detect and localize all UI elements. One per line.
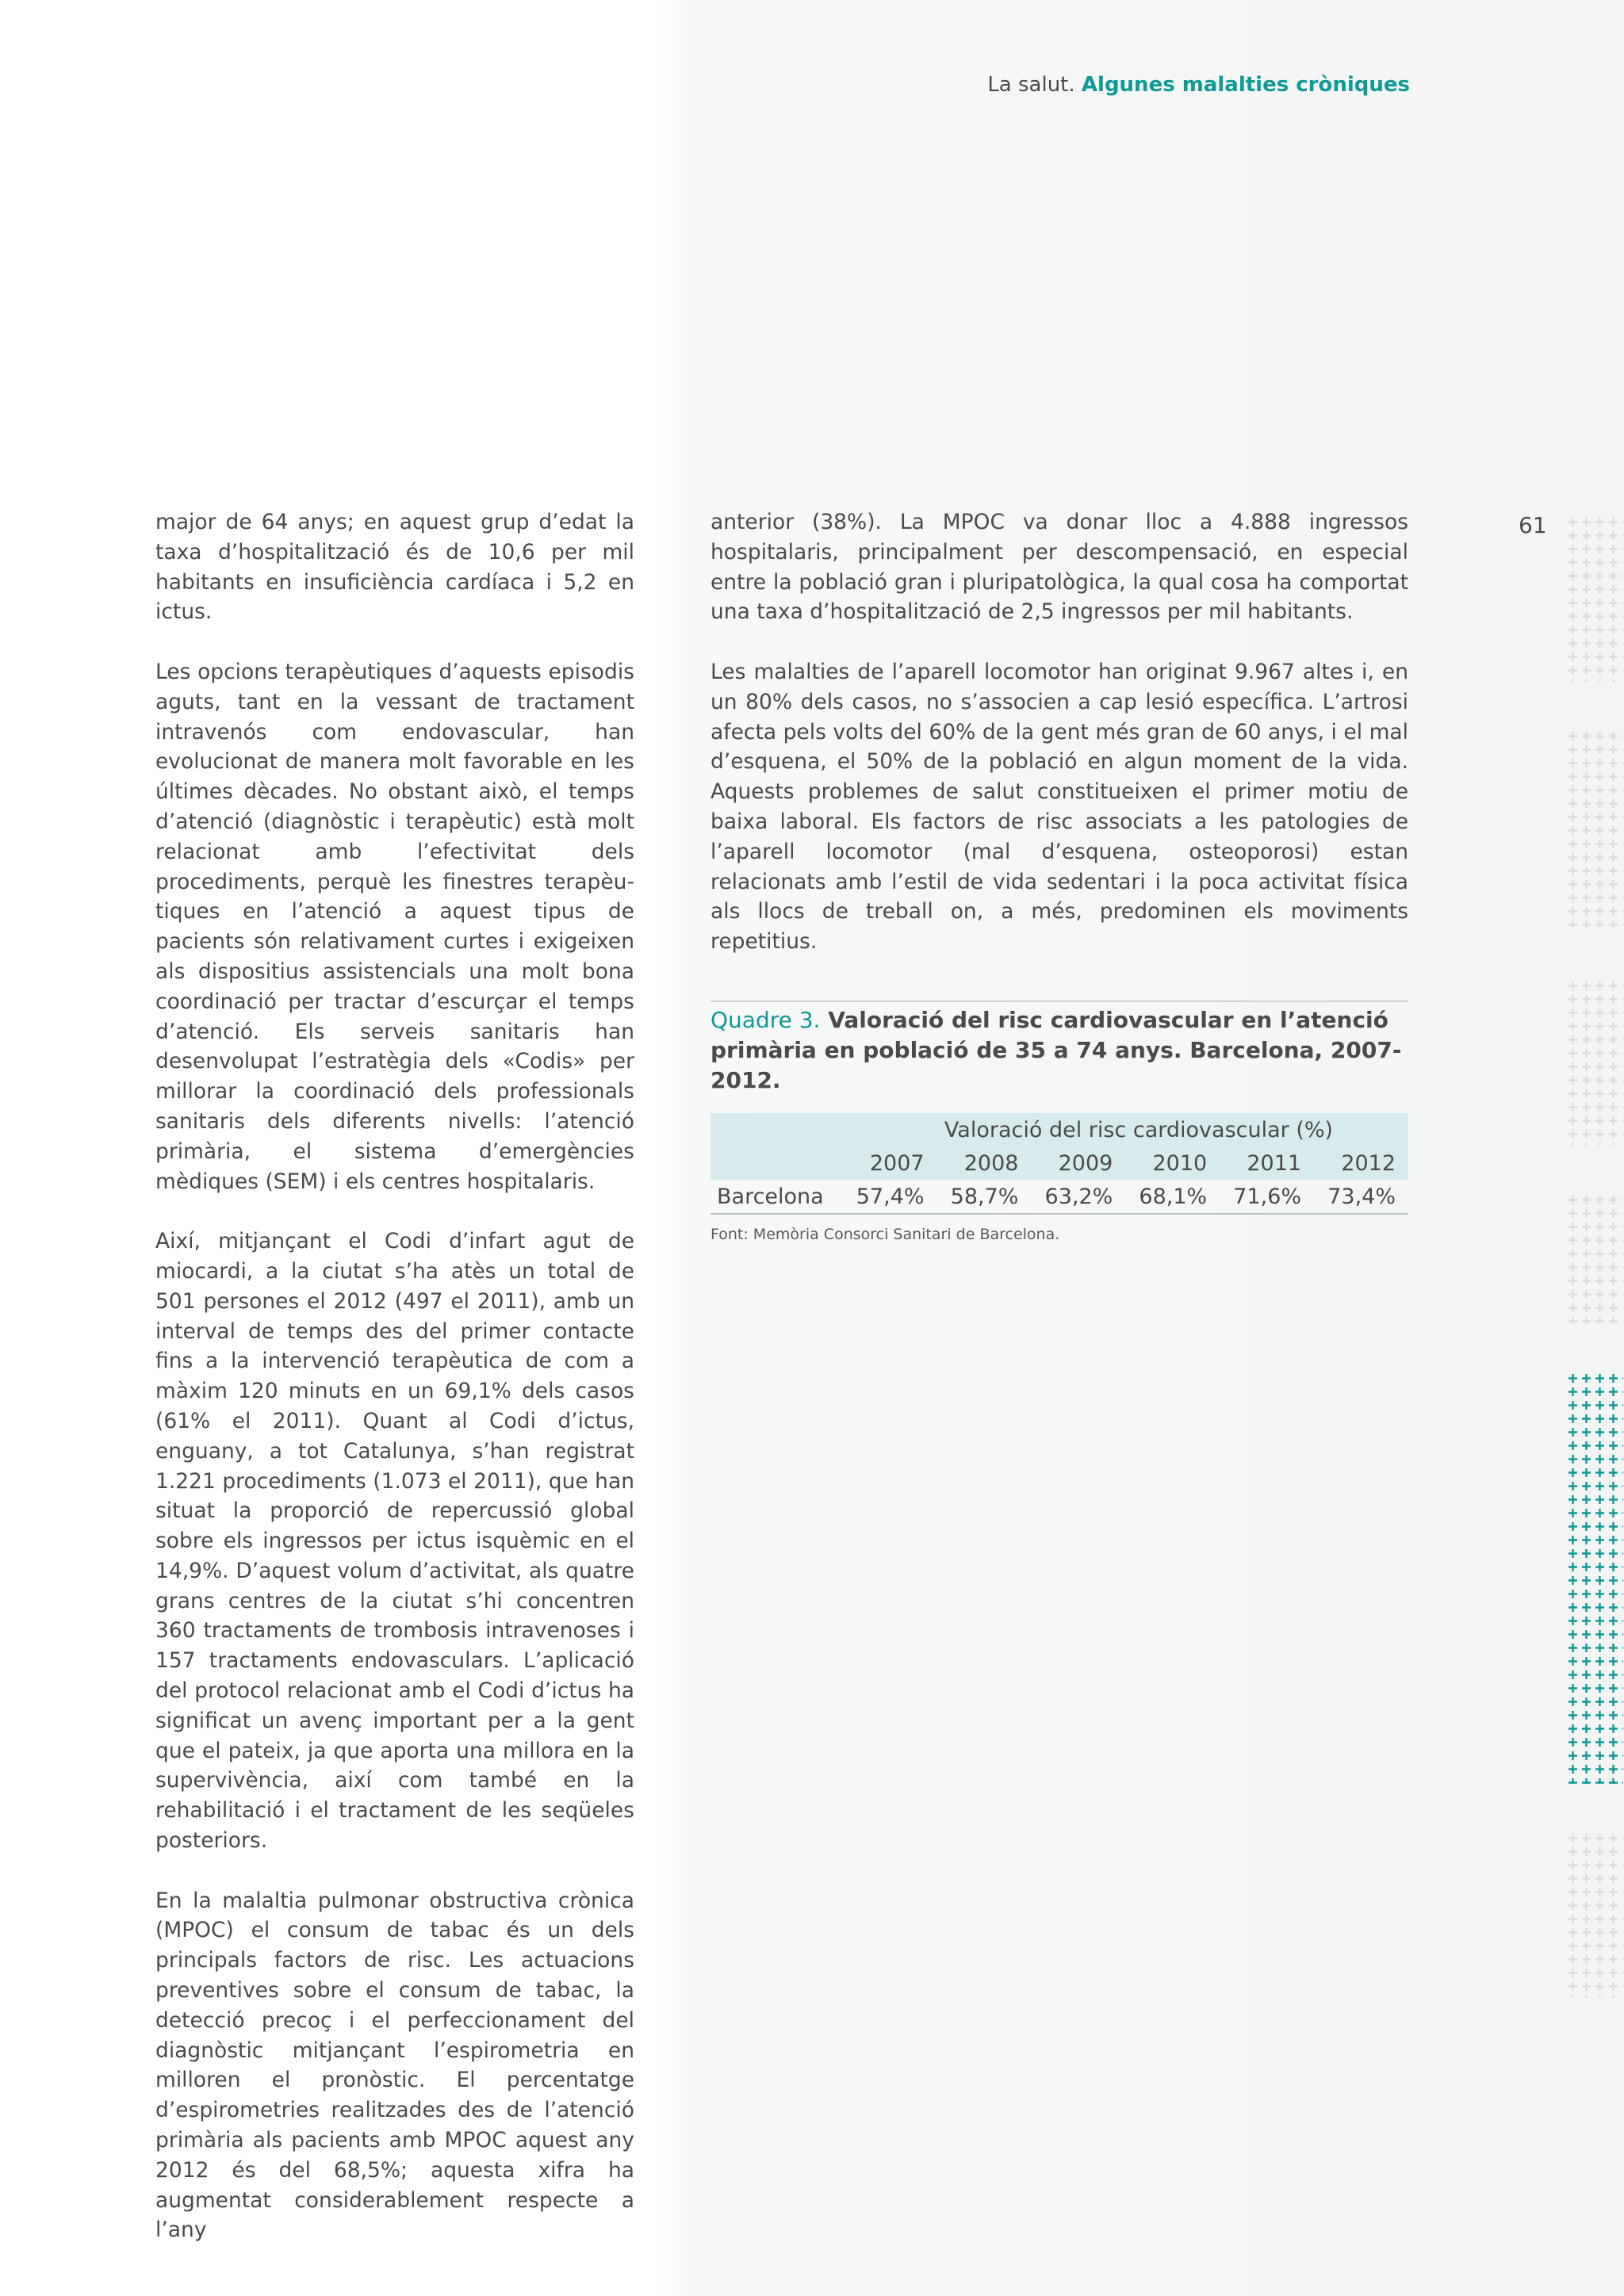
table-row	[710, 1180, 1408, 1214]
left-text-column	[155, 507, 634, 2275]
cross-pattern-decoration	[1566, 729, 1623, 928]
cross-pattern-decoration	[1566, 1831, 1623, 1998]
row-label: Barcelona	[717, 1184, 824, 1209]
table-cell: 68,1%	[1139, 1184, 1208, 1209]
table-cell: 57,4%	[856, 1184, 925, 1209]
table-source: Font: Memòria Consorci Sanitari de Barcelona.	[710, 1226, 1060, 1243]
running-header	[987, 73, 1410, 97]
year-header: 2008	[963, 1150, 1019, 1176]
table-group-header: Valoració del risc cardiovascular (%)	[944, 1117, 1334, 1142]
paragraph: anterior (38%). La MPOC va donar lloc a 4.888 ingressos hospitalaris, principalment per descompensació, en especial entre la població gran i pluripatològica, la qual cosa ha comportat una taxa d’hospitalització de 2,5 ingressos per mil habitants.	[710, 510, 1408, 625]
paragraph: Les opcions terapèutiques d’aquests episodis aguts, tant en la vessant de tractament intravenós com endovascular, han evolucionat de manera molt favorable en les últimes dècades. No obstant això, el temps d’atenció (diagnòstic i terapèutic) està molt relacionat amb l’efectivitat dels procediments, perquè les finestres terapèutiques en l’atenció a aquest tipus de pacients són relativament curtes i exigeixen als dispositius assistencials una molt bona coordinació per tractar d’escurçar el temps d’atenció. Els serveis sanitaris han desenvolupat l’estratègia dels «Codis» per millorar la coordinació dels professionals sanitaris dels diferents nivells: l’atenció primària, el sistema d’emergències mèdiques (SEM) i els centres hospitalaris.	[155, 659, 634, 1194]
table-cell: 63,2%	[1044, 1184, 1113, 1209]
cross-pattern-decoration	[1566, 979, 1623, 1146]
right-text-column	[710, 507, 1408, 987]
year-header: 2007	[869, 1150, 925, 1176]
table-caption-label: Quadre 3.	[710, 1007, 821, 1033]
year-header: 2010	[1152, 1150, 1208, 1176]
page-number: 61	[1519, 512, 1547, 538]
paragraph: major de 64 anys; en aquest grup d’edat la taxa d’hospitalització és de 10,6 per mil habitants en insuficiència cardíaca i 5,2 en ictus.	[155, 510, 634, 625]
table-caption	[710, 1002, 1408, 1096]
table-year-header-row	[710, 1146, 1408, 1180]
paragraph: Així, mitjançant el Codi d’infart agut de miocardi, a la ciutat s’ha atès un total de 501 persones el 2012 (497 el 2011), amb un interval de temps des del primer contacte fins a la intervenció terapèutica de com a màxim 120 minuts en un 69,1% dels casos (61% el 2011). Quant al Codi d’ictus, enguany, a tot Catalunya, s’han registrat 1.221 procediments (1.073 el 2011), que han situat la proporció de repercussió global sobre els ingressos per ictus isquèmic en el 14,9%. D’aquest volum d’activitat, als quatre grans centres de la ciutat s’hi concentren 360 tractaments de trombosis intravenoses i 157 tractaments endovasculars. L’aplicació del protocol relacionat amb el Codi d’ictus ha significat un avenç important per a la gent que el pateix, ja que aporta una millora en la supervivència, així com també en la rehabilitació i el tractament de les seqüeles posteriors.	[155, 1229, 634, 1854]
table-caption-title: Valoració del risc cardiovascular en l’atenció primària en població de 35 a 74 anys. Barcelona, 2007-2012.	[710, 1007, 1402, 1093]
header-section: La salut.	[987, 73, 1075, 97]
risk-table	[710, 1113, 1408, 1215]
table-block-quadre-3	[710, 1001, 1408, 1243]
year-header: 2009	[1058, 1150, 1113, 1176]
cross-pattern-decoration-active	[1566, 1372, 1623, 1784]
table-group-header-row	[710, 1113, 1408, 1146]
table-cell: 73,4%	[1327, 1184, 1396, 1209]
table-corner-cell	[710, 1146, 843, 1180]
cross-pattern-decoration	[1566, 515, 1623, 682]
table-cell: 58,7%	[950, 1184, 1019, 1209]
cross-pattern-decoration	[1566, 1193, 1623, 1324]
table-cell: 71,6%	[1233, 1184, 1302, 1209]
header-chapter: Algunes malalties cròniques	[1081, 73, 1410, 97]
paragraph: En la malaltia pulmonar obstructiva crònica (MPOC) el consum de tabac és un dels principals factors de risc. Les actuacions preventives sobre el consum de tabac, la detecció precoç i el perfeccionament del diagnòstic mitjançant l’espirometria en milloren el pronòstic. El percentatge d’espirometries realitzades des de l’atenció primària als pacients amb MPOC aquest any 2012 és del 68,5%; aquesta xifra ha augmentat considerablement respecte a l’any	[155, 1888, 634, 2243]
year-header: 2011	[1247, 1150, 1302, 1176]
year-header: 2012	[1341, 1150, 1396, 1176]
paragraph: Les malalties de l’aparell locomotor han originat 9.967 altes i, en un 80% dels casos, no s’associen a cap lesió específica. L’artrosi afecta pels volts del 60% de la gent més gran de 60 anys, i el mal d’esquena, el 50% de la població en algun moment de la vida. Aquests problemes de salut constitueixen el primer motiu de baixa laboral. Els factors de risc associats a les patologies de l’aparell locomotor (mal d’esquena, osteoporosi) estan relacionats amb l’estil de vida sedentari i la poca activitat física als llocs de treball on, a més, predominen els moviments repetitius.	[710, 659, 1408, 955]
